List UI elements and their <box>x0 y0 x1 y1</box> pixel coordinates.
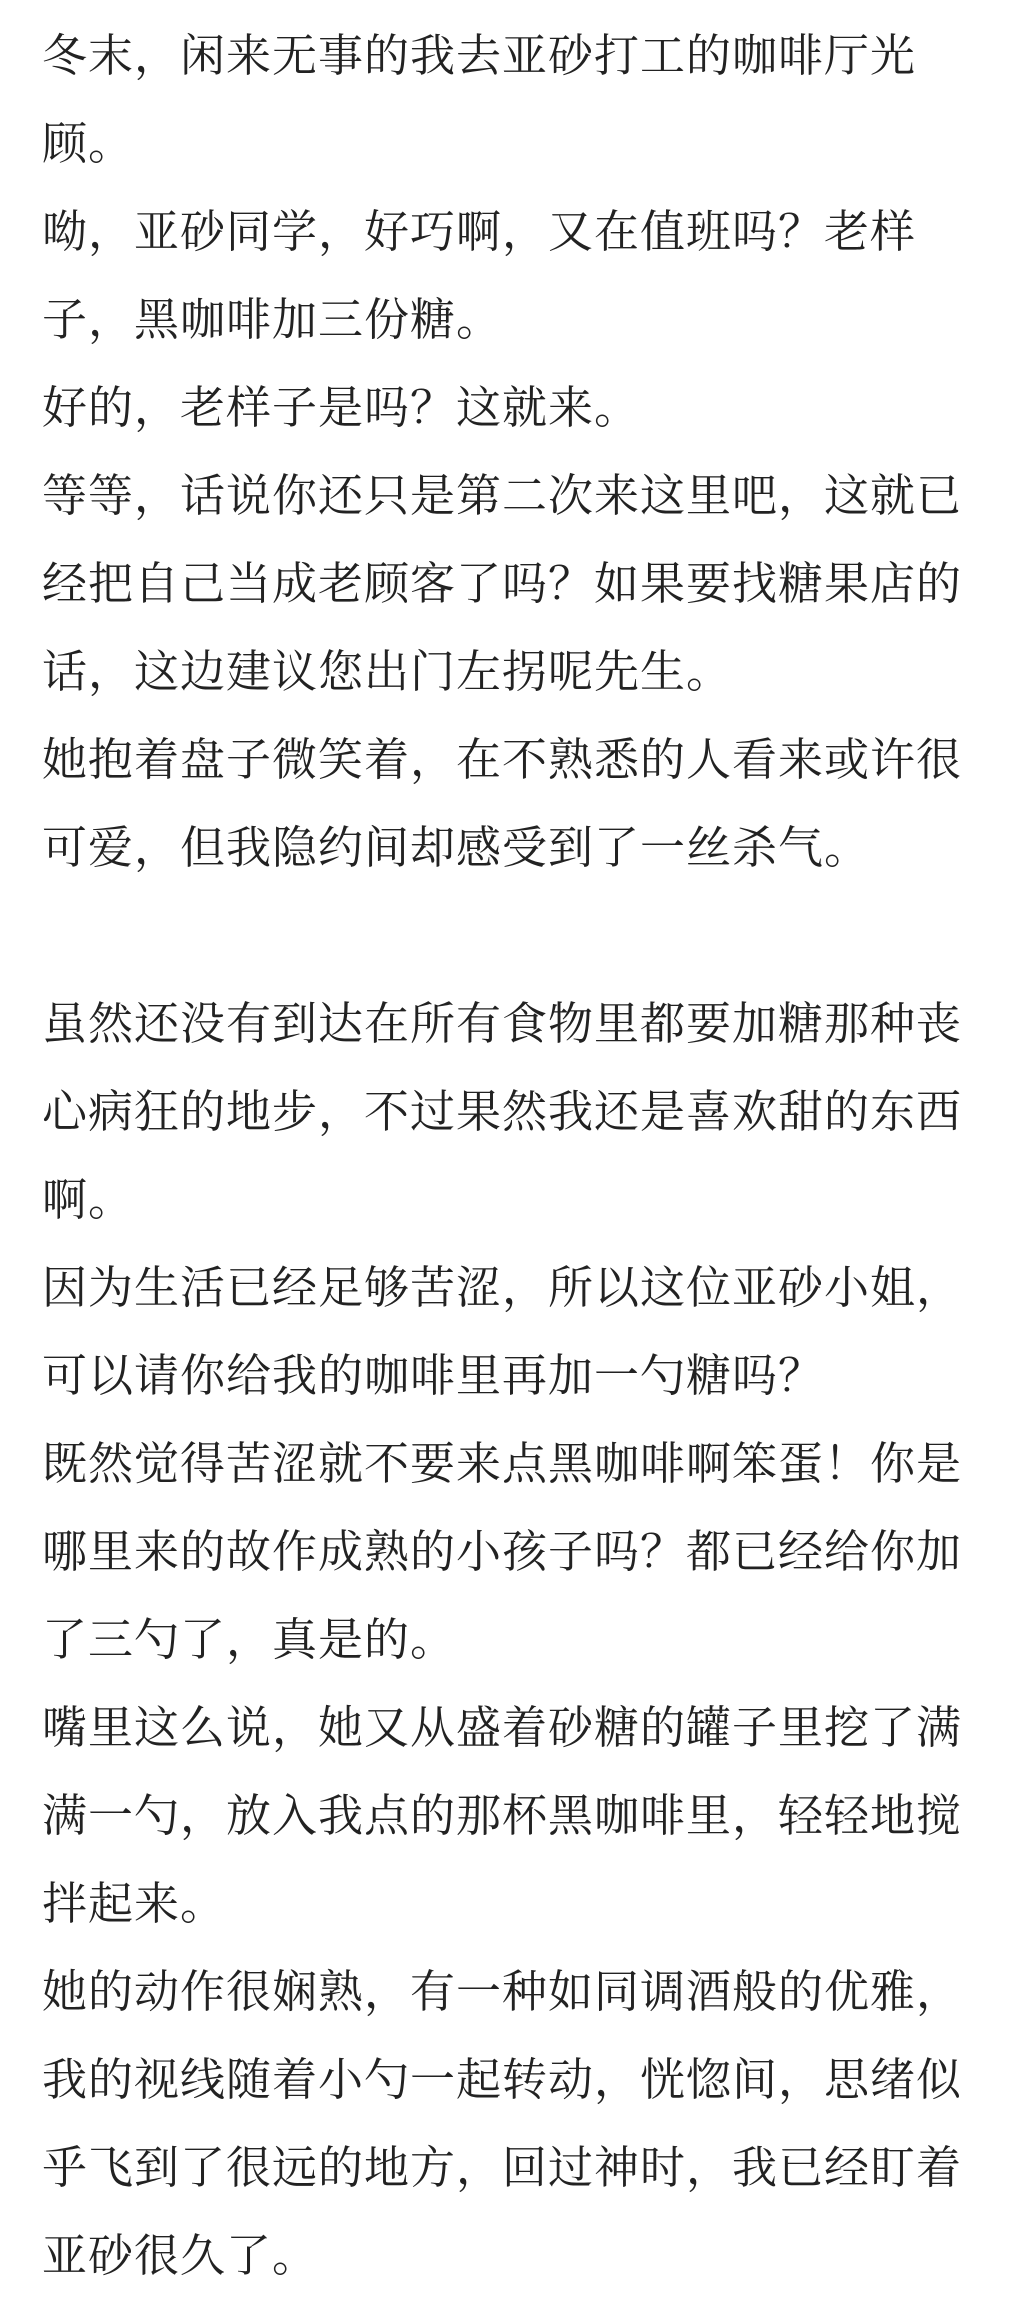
paragraph: 等等，话说你还只是第二次来这里吧，这就已 经把自己当成老顾客了吗？如果要找糖果店的 话，这边建议您出门左拐呢先生。 <box>42 469 963 698</box>
paragraph: 虽然还没有到达在所有食物里都要加糖那种丧 心病狂的地步，不过果然我还是喜欢甜的东西 啊。 <box>42 997 963 1226</box>
paragraph: 好的，老样子是吗？这就来。 <box>42 381 641 434</box>
paragraph: 既然觉得苦涩就不要来点黑咖啡啊笨蛋！你是 哪里来的故作成熟的小孩子吗？都已经给你加 了三勺了，真是的。 <box>42 1437 963 1666</box>
paragraph: 她的动作很娴熟，有一种如同调酒般的优雅， 我的视线随着小勺一起转动，恍惚间，思绪似 乎飞到了很远的地方，回过神时，我已经盯着 亚砂很久了。 <box>42 1965 963 2282</box>
paragraph: 嘴里这么说，她又从盛着砂糖的罐子里挖了满 满一勺，放入我点的那杯黑咖啡里，轻轻地搅 拌起来。 <box>42 1701 963 1930</box>
article-body <box>42 12 982 2300</box>
section-gap <box>42 892 982 980</box>
paragraph: 她抱着盘子微笑着，在不熟悉的人看来或许很 可爱，但我隐约间却感受到了一丝杀气。 <box>42 733 963 874</box>
paragraph: 呦，亚砂同学，好巧啊，又在值班吗？老样 子，黑咖啡加三份糖。 <box>42 205 917 346</box>
paragraph: 因为生活已经足够苦涩，所以这位亚砂小姐， 可以请你给我的咖啡里再加一勺糖吗？ <box>42 1261 963 1402</box>
paragraph: 冬末，闲来无事的我去亚砂打工的咖啡厅光 顾。 <box>42 29 917 170</box>
